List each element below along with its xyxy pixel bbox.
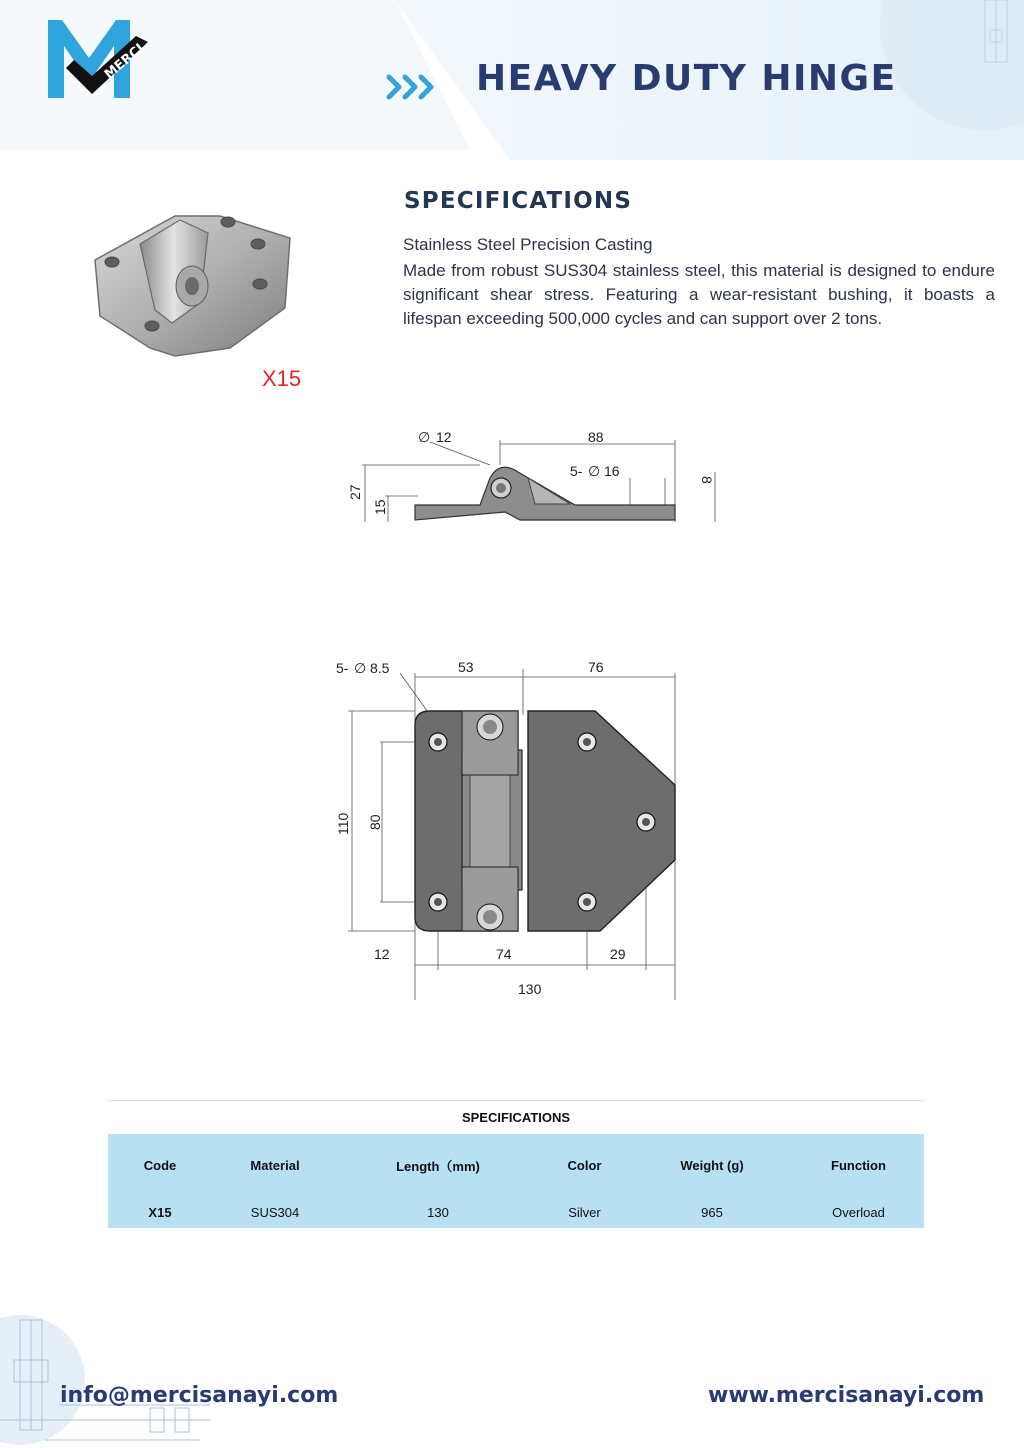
- dim-top-width-left: 53: [458, 659, 474, 675]
- dim-side-length: 88: [588, 429, 604, 445]
- cell-material: SUS304: [250, 1204, 300, 1220]
- specifications-heading: SPECIFICATIONS: [404, 188, 633, 214]
- side-view-drawing: [330, 420, 730, 535]
- dim-side-height-inner: 15: [372, 499, 388, 515]
- cell-weight: 965: [701, 1204, 723, 1220]
- footer-email[interactable]: info@mercisanayi.com: [60, 1383, 339, 1408]
- dim-top-diameter-symbol: ∅: [354, 660, 367, 676]
- logo-wordmark: MERCI: [101, 41, 147, 83]
- dim-side-height-total: 27: [347, 484, 363, 500]
- table-header-row: [108, 1134, 924, 1196]
- table-title: SPECIFICATIONS: [108, 1100, 924, 1134]
- dim-top-pitch: 74: [496, 946, 512, 962]
- cell-code: X15: [148, 1204, 172, 1220]
- merci-logo: [44, 16, 154, 102]
- header-material: Material: [250, 1157, 300, 1173]
- dim-top-hole-prefix: 5-: [336, 660, 349, 676]
- specifications-subtitle: Stainless Steel Precision Casting: [403, 235, 653, 254]
- chevrons-icon: [383, 70, 443, 104]
- dim-top-width-right: 76: [588, 659, 604, 675]
- dim-top-edge: 12: [374, 946, 390, 962]
- table-row: [108, 1196, 924, 1228]
- header-length: Length（mm): [396, 1158, 480, 1174]
- footer-website[interactable]: www.mercisanayi.com: [708, 1383, 985, 1408]
- footer-decoration: [0, 1300, 210, 1448]
- dim-side-pin-diameter: 12: [436, 429, 452, 445]
- header-code: Code: [143, 1157, 177, 1173]
- cell-length: 130: [427, 1204, 449, 1220]
- product-code-tag: X15: [262, 366, 302, 391]
- header-weight: Weight (g): [680, 1157, 744, 1173]
- dim-top-total: 130: [518, 981, 542, 997]
- dim-side-diameter-symbol: ∅: [418, 429, 431, 445]
- cell-color: Silver: [568, 1204, 601, 1220]
- hinge-product-image: [80, 198, 310, 368]
- page-title: HEAVY DUTY HINGE: [476, 58, 897, 99]
- dim-top-hole-diameter: 8.5: [370, 660, 390, 676]
- dim-side-thickness: 8: [699, 476, 715, 484]
- specifications-description: Made from robust SUS304 stainless steel, this material is designed to endure significant shear stress. Featuring a wear-resistant bushing, it boasts a lifespan exceeding 500,000 cycles and can support over 2 tons.: [403, 261, 995, 328]
- dim-top-right-offset: 29: [610, 946, 626, 962]
- header-color: Color: [567, 1157, 602, 1173]
- top-view-drawing: [330, 655, 690, 1010]
- header-function: Function: [831, 1157, 886, 1173]
- dim-top-height-total: 110: [335, 812, 351, 835]
- specifications-table: [108, 1100, 924, 1228]
- dim-side-hole-diameter: 16: [604, 463, 620, 479]
- dim-side-diameter-symbol-2: ∅: [588, 463, 601, 479]
- cell-function: Overload: [832, 1204, 885, 1220]
- dim-top-height-holes: 80: [367, 814, 383, 830]
- dim-side-hole-prefix: 5-: [570, 463, 583, 479]
